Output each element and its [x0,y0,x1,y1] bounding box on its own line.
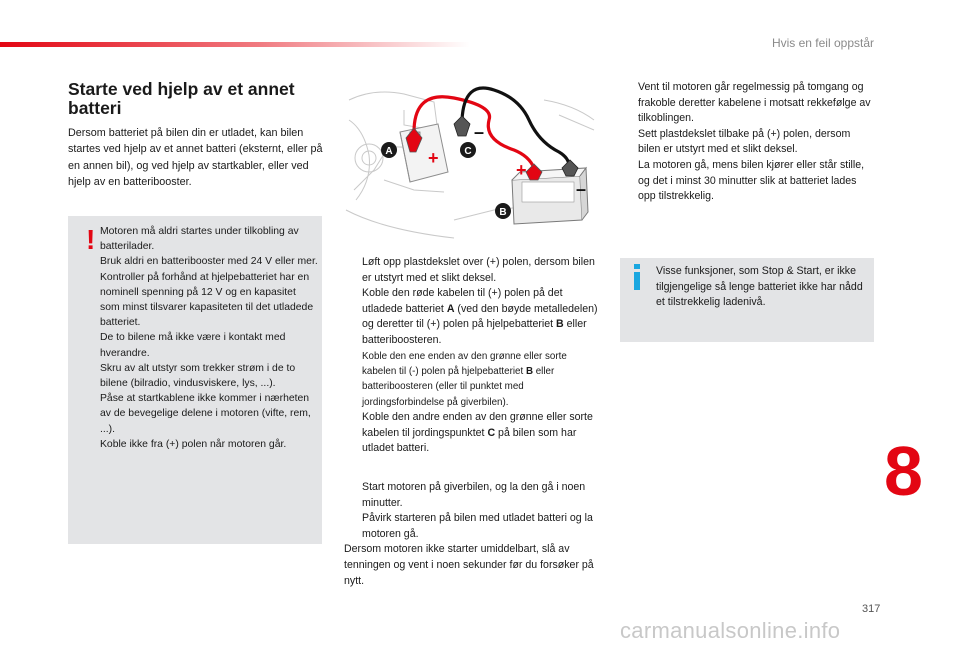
label-b: B [499,207,507,218]
warning-line: De to bilene må ikke være i kontakt med hverandre. [100,332,286,359]
label-a: A [385,146,393,157]
list-item: Koble den røde kabelen til (+) polen på det utladede batteriet A (ved den bøyde metalledelen) og deretter til (+) polen på hjelpebatteriet B eller batteriboosteren. [362,287,598,346]
warning-line: Skru av alt utstyr som trekker strøm i de to bilene (bilradio, vindusviskere, lys, ...). [100,362,296,390]
list-item: Koble den andre enden av den grønne eller sorte kabelen til jordingspunktet C på bilen som har utladet batteri. [362,411,593,455]
info-icon [634,264,640,290]
plus-sign-a: + [428,148,439,168]
page-title: Starte ved hjelp av et annet batteri [68,79,295,118]
list-item: Koble den ene enden av den grønne eller sorte kabelen til (-) polen på hjelpebatteriet B eller batteriboosteren (eller til punktet med jordingsforbindelse på giverbilen). [362,350,567,408]
header-accent-bar [0,42,470,47]
label-c: C [464,146,472,157]
warning-line: Kontroller på forhånd at hjelpebatteriet har en nominell spenning på 12 V og en kapasitet som minst tilsvarer kapasiteten til det utladede batteriet. [100,271,314,329]
warning-line: Koble ikke fra (+) polen når motoren går. [100,438,287,450]
retry-note: Dersom motoren ikke starter umiddelbart, slå av tenningen og vent i noen sekunder før du forsøker på nytt. [344,543,594,587]
warning-box [68,216,322,544]
warning-exclamation-icon: ! [86,224,96,255]
warning-line: Påse at startkablene ikke kommer i nærheten av de bevegelige delene i motoren (vifte, rem, ...). [100,393,311,435]
section-header: Hvis en feil oppstår [771,36,874,50]
chapter-number: 8 [884,432,923,510]
list-item: Påvirk starteren på bilen med utladet batteri og la motoren gå. [362,512,593,540]
intro-paragraph: Dersom batteriet på bilen din er utladet, kan bilen startes ved hjelp av et annet batteri (eksternt, eller på en annen bil), og ved hjelp av startkabler, eller ved hjelp av en batteribooster. [68,127,323,189]
minus-sign-b: – [576,179,587,199]
warning-line: Motoren må aldri startes under tilkobling av batterilader. [100,226,299,253]
start-steps [344,480,602,589]
warning-text [100,224,318,452]
disconnect-steps [620,80,874,205]
list-item: Vent til motoren går regelmessig på tomgang og frakoble deretter kabelene i motsatt rekkefølge av tilkoblingen. [638,81,871,125]
list-item: Løft opp plastdekslet over (+) polen, dersom bilen er utstyrt med et slikt deksel. [362,256,595,284]
list-item: Sett plastdekslet tilbake på (+) polen, dersom bilen er utstyrt med et slikt deksel. [638,127,851,156]
plus-sign-b: + [516,160,527,180]
page-number: 317 [862,603,881,615]
minus-sign-c: – [474,122,485,142]
list-item: La motoren gå, mens bilen kjører eller står stille, og det i minst 30 minutter slik at batteriet lades opp tilstrekkelig. [638,158,865,203]
warning-line: Bruk aldri en batteribooster med 24 V eller mer. [100,256,318,268]
watermark: carmanualsonline.info [620,618,841,643]
info-box [620,258,874,342]
info-text: Visse funksjoner, som Stop & Start, er ikke tilgjengelige så lenge batteriet ikke har nådd et tilstrekkelig ladenivå. [656,265,863,309]
jump-start-illustration [344,80,599,242]
list-item: Start motoren på giverbilen, og la den gå i noen minutter. [362,481,586,509]
connection-steps [344,255,602,457]
